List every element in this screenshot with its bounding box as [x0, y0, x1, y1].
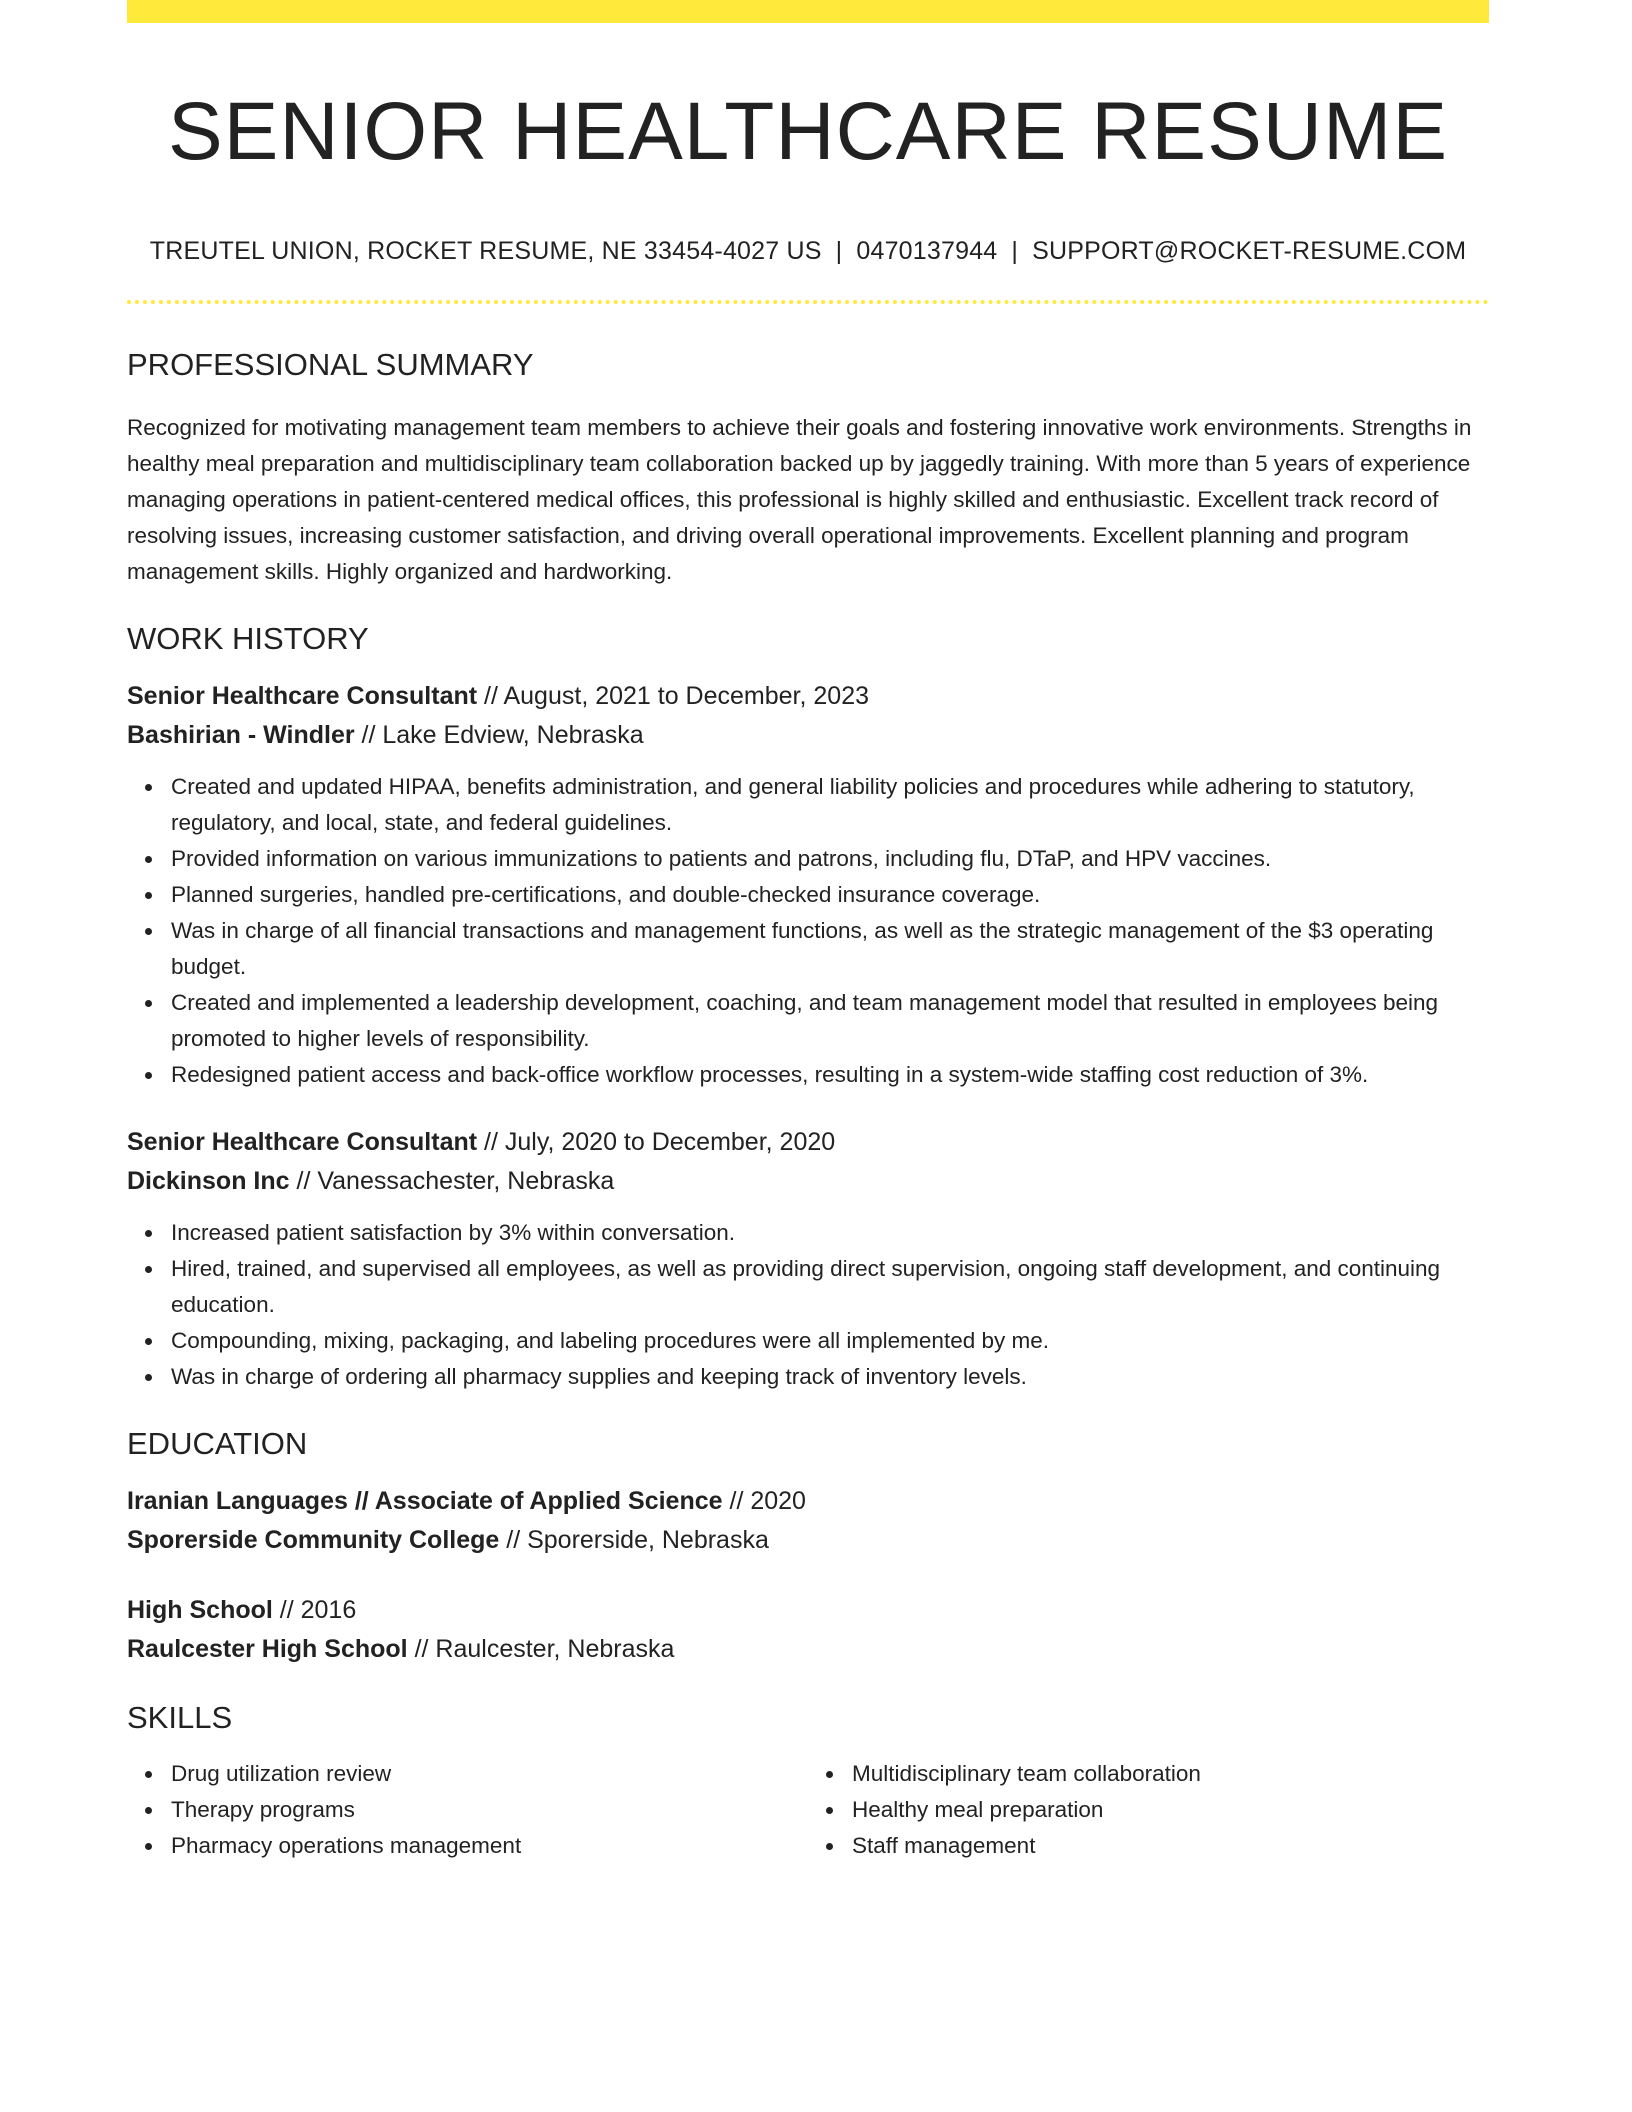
education-school: Raulcester High School [127, 1634, 408, 1663]
skills-list-left [127, 1756, 808, 1864]
job-bullet: Redesigned patient access and back-office workflow processes, resulting in a system-wide staffing cost reduction of 3%. [171, 1057, 1489, 1093]
contact-line [127, 237, 1489, 266]
skill-item: Healthy meal preparation [852, 1792, 1489, 1828]
job-company: Dickinson Inc [127, 1166, 290, 1195]
contact-phone: 0470137944 [856, 237, 998, 266]
job-bullet: Created and implemented a leadership development, coaching, and team management model that resulted in employees being promoted to higher levels of responsibility. [171, 985, 1489, 1057]
skill-item: Drug utilization review [171, 1756, 808, 1792]
education-entry [127, 1591, 1489, 1669]
contact-separator: | [1011, 237, 1019, 266]
skill-item: Staff management [852, 1828, 1489, 1864]
job-bullet: Created and updated HIPAA, benefits administration, and general liability policies and procedures while adhering to statutory, regulatory, and local, state, and federal guidelines. [171, 769, 1489, 841]
contact-separator: | [835, 237, 843, 266]
education-location: // Raulcester, Nebraska [407, 1634, 675, 1663]
job-bullet: Provided information on various immunizations to patients and patrons, including flu, DTaP, and HPV vaccines. [171, 841, 1489, 877]
education-school-line [127, 1630, 1489, 1669]
job-bullet: Planned surgeries, handled pre-certifications, and double-checked insurance coverage. [171, 877, 1489, 913]
job-bullet: Was in charge of all financial transactions and management functions, as well as the strategic management of the $3 operating budget. [171, 913, 1489, 985]
education-heading: EDUCATION [127, 1425, 308, 1461]
work-history-heading: WORK HISTORY [127, 620, 369, 656]
job-title-line [127, 677, 1489, 716]
skill-item: Multidisciplinary team collaboration [852, 1756, 1489, 1792]
job-location: // Lake Edview, Nebraska [354, 720, 644, 749]
contact-email: SUPPORT@ROCKET-RESUME.COM [1032, 237, 1467, 266]
skills-heading: SKILLS [127, 1699, 233, 1735]
job-location: // Vanessachester, Nebraska [289, 1166, 615, 1195]
resume-title: SENIOR HEALTHCARE RESUME [167, 86, 1449, 177]
job-company: Bashirian - Windler [127, 720, 355, 749]
job-bullet: Hired, trained, and supervised all employees, as well as providing direct supervision, ongoing staff development, and continuing education. [171, 1251, 1489, 1323]
education-school: Sporerside Community College [127, 1525, 500, 1554]
resume-page [127, 0, 1489, 1864]
contact-address: TREUTEL UNION, ROCKET RESUME, NE 33454-4027 US [149, 237, 822, 266]
job-company-line [127, 716, 1489, 755]
education-degree-line [127, 1482, 1489, 1521]
job-title: Senior Healthcare Consultant [127, 681, 478, 710]
summary-text: Recognized for motivating management team members to achieve their goals and fostering innovative work environments. Strengths in healthy meal preparation and multidisciplinary team collaboration backed up by jaggedly training. With more than 5 years of experience managing operations in patient-centered medical offices, this professional is highly skilled and enthusiastic. Excellent track record of resolving issues, increasing customer satisfaction, and driving overall operational improvements. Excellent planning and program management skills. Highly organized and hardworking. [127, 414, 1472, 584]
skill-item: Therapy programs [171, 1792, 808, 1828]
job-bullet: Compounding, mixing, packaging, and labeling procedures were all implemented by me. [171, 1323, 1489, 1359]
education-school-line [127, 1521, 1489, 1560]
job-bullet: Increased patient satisfaction by 3% within conversation. [171, 1215, 1489, 1251]
job-dates: // July, 2020 to December, 2020 [477, 1127, 836, 1156]
education-location: // Sporerside, Nebraska [499, 1525, 769, 1554]
job-dates: // August, 2021 to December, 2023 [477, 681, 870, 710]
education-degree: Iranian Languages // Associate of Applied Science [127, 1486, 723, 1515]
skills-grid [127, 1756, 1489, 1864]
skill-item: Pharmacy operations management [171, 1828, 808, 1864]
job-title: Senior Healthcare Consultant [127, 1127, 478, 1156]
job-bullet: Was in charge of ordering all pharmacy supplies and keeping track of inventory levels. [171, 1359, 1489, 1395]
top-accent-bar [127, 0, 1489, 23]
education-year: // 2016 [272, 1595, 357, 1624]
job-title-line [127, 1123, 1489, 1162]
education-entry [127, 1482, 1489, 1560]
education-year: // 2020 [722, 1486, 806, 1515]
job-bullets [127, 769, 1489, 1093]
skills-list-right [808, 1756, 1489, 1864]
job-entry [127, 1123, 1489, 1395]
header-divider [127, 300, 1489, 304]
summary-heading: PROFESSIONAL SUMMARY [127, 347, 534, 383]
job-company-line [127, 1162, 1489, 1201]
job-bullets [127, 1215, 1489, 1395]
job-entry [127, 677, 1489, 1093]
education-degree: High School [127, 1595, 273, 1624]
education-degree-line [127, 1591, 1489, 1630]
